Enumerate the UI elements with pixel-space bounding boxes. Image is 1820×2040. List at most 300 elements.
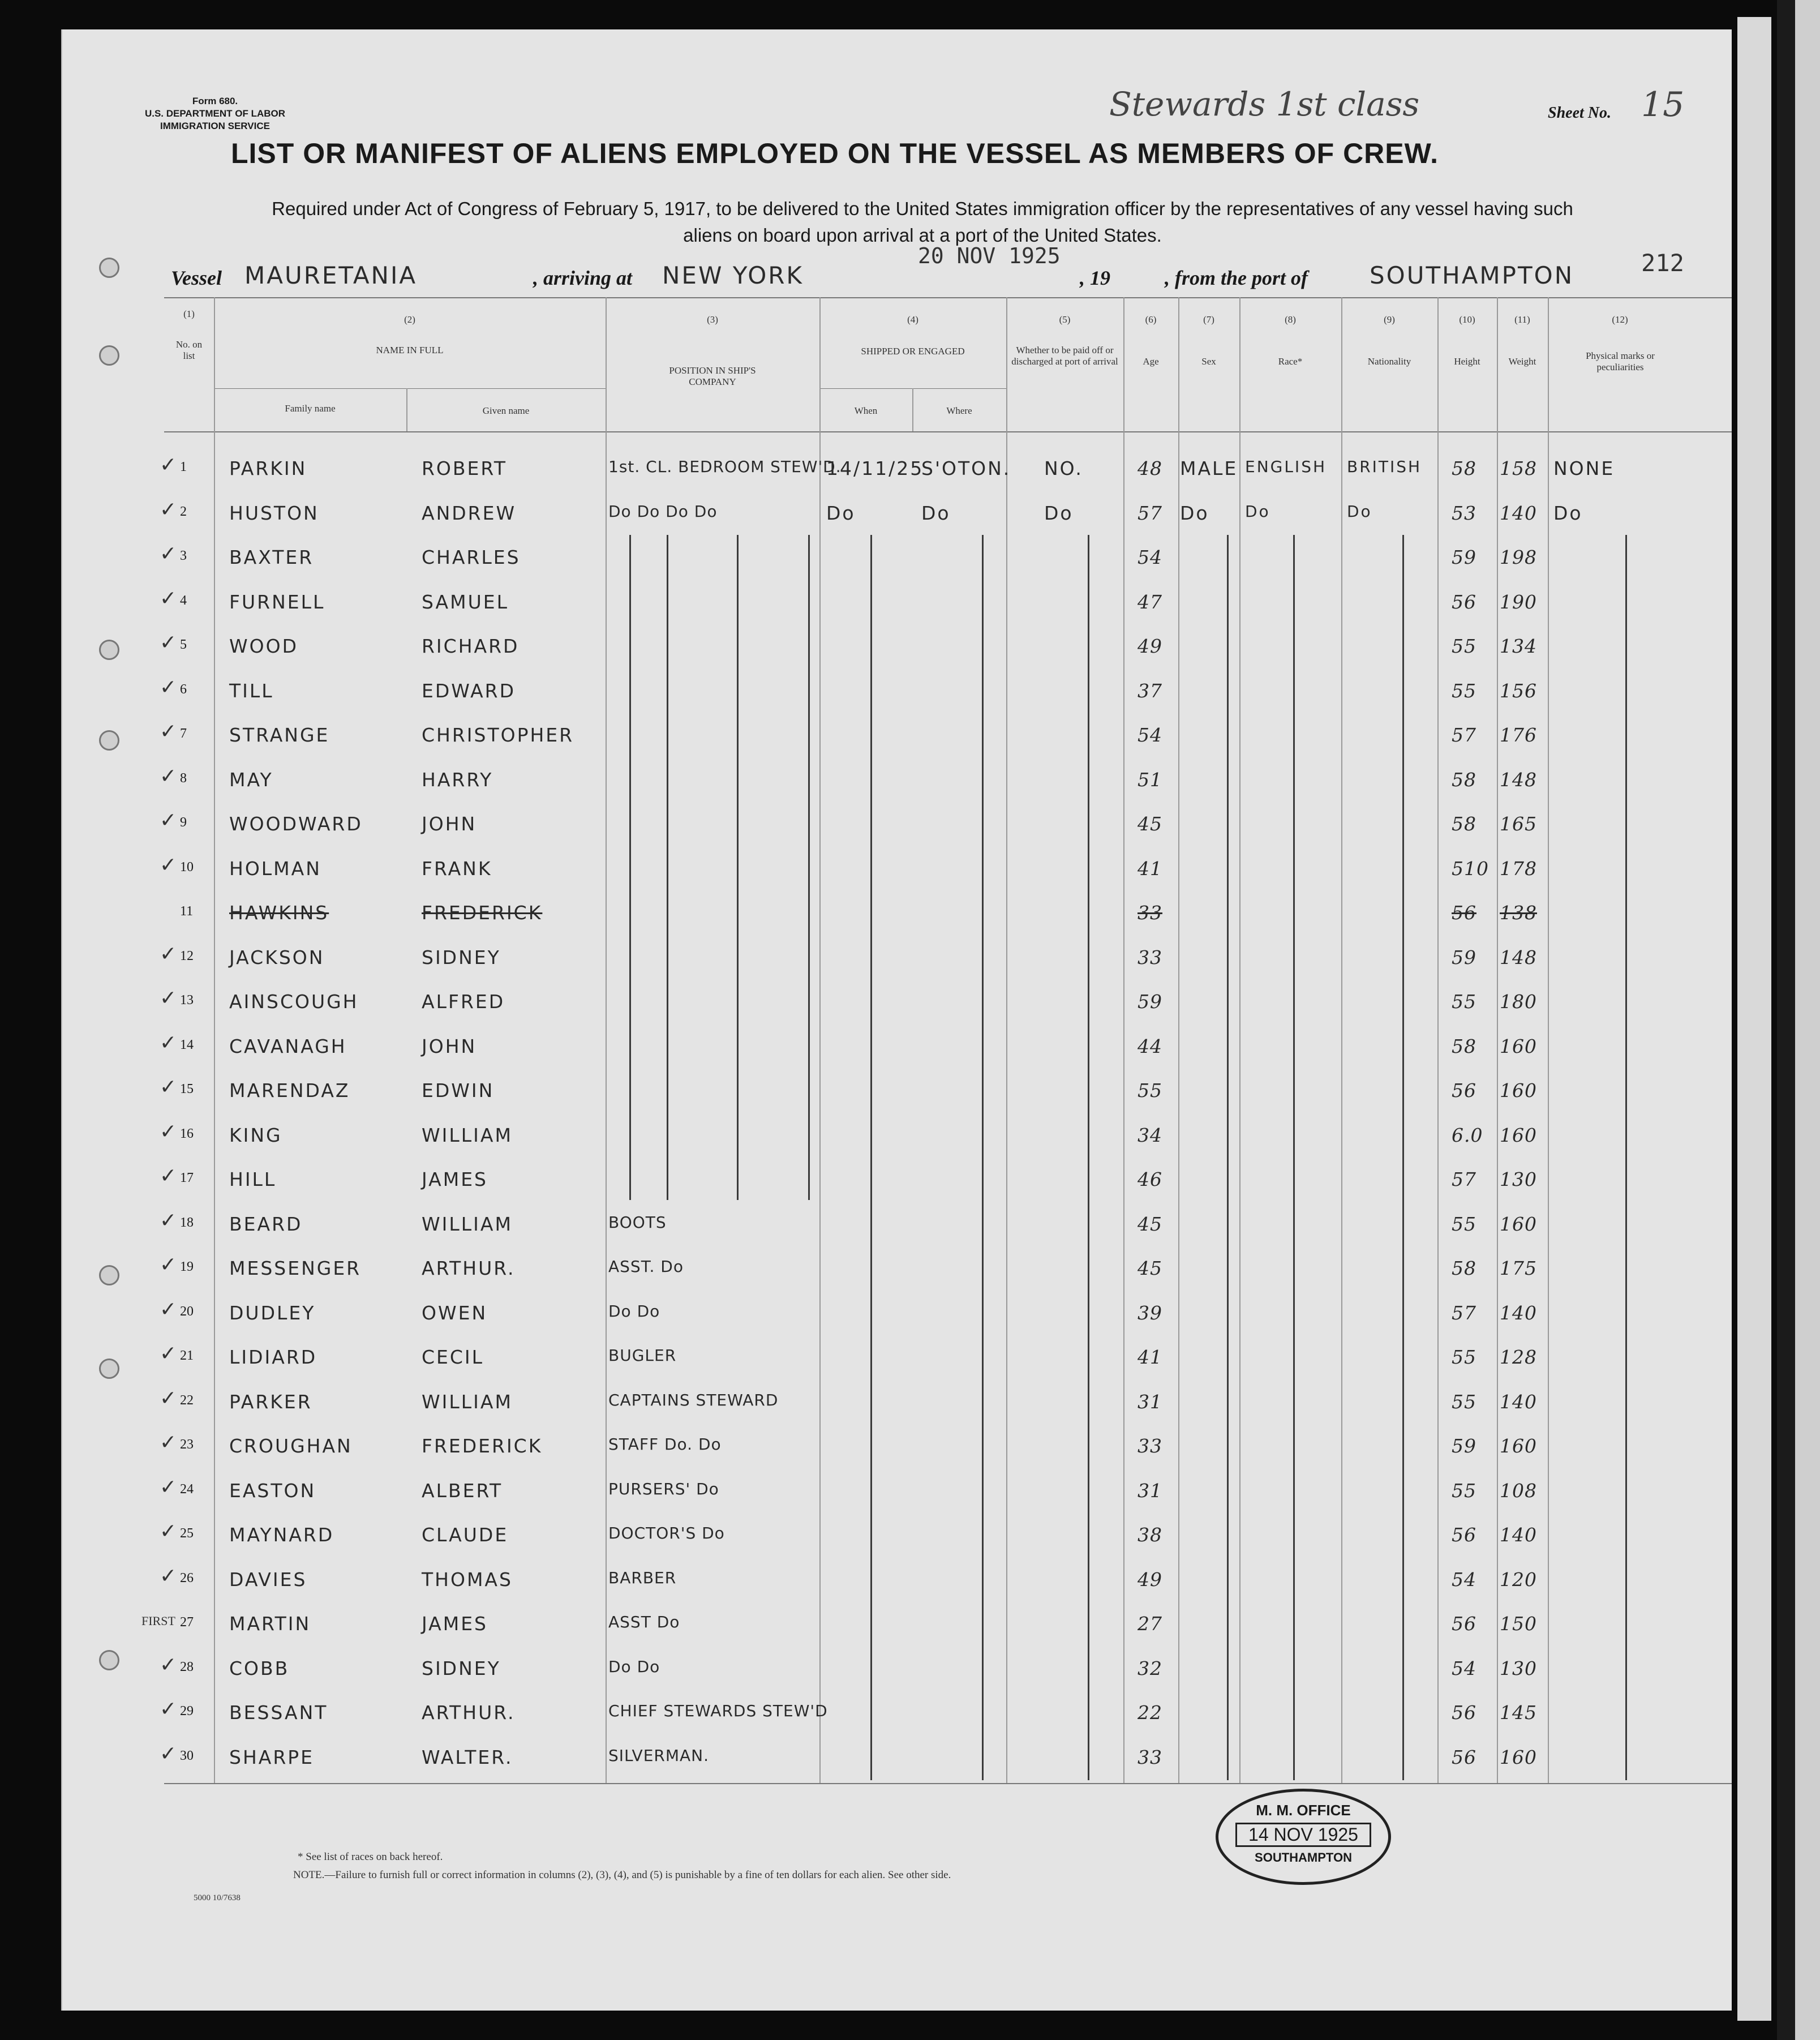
family-name: PARKIN <box>229 457 307 479</box>
height: 56 <box>1452 1079 1476 1102</box>
height: 55 <box>1452 679 1476 702</box>
col8-label: Race* <box>1278 356 1303 367</box>
weight: 148 <box>1500 946 1537 968</box>
weight: 160 <box>1500 1746 1537 1768</box>
col3-label: POSITION IN SHIP'S COMPANY <box>669 365 756 387</box>
position: DOCTOR'S Do <box>608 1524 725 1542</box>
checkmark: ✓ <box>160 1431 177 1454</box>
checkmark: ✓ <box>160 1698 177 1720</box>
family-name: EASTON <box>229 1479 316 1502</box>
checkmark: ✓ <box>160 853 177 876</box>
height: 58 <box>1452 1257 1476 1279</box>
family-name: COBB <box>229 1657 290 1679</box>
table-row <box>0 1519 1698 1563</box>
table-row <box>0 1475 1698 1519</box>
height: 55 <box>1452 1346 1476 1368</box>
position: BUGLER <box>608 1346 677 1365</box>
height: 59 <box>1452 546 1476 568</box>
weight: 128 <box>1500 1346 1537 1368</box>
arriving-label: , arriving at <box>533 267 633 289</box>
given-name: JAMES <box>422 1168 488 1190</box>
family-name: SHARPE <box>229 1746 315 1768</box>
paid-off: NO. <box>1044 457 1083 479</box>
given-name: JAMES <box>422 1613 488 1635</box>
where-header: Where <box>946 405 972 416</box>
family-name: MARENDAZ <box>229 1079 350 1102</box>
checkmark: ✓ <box>160 1342 177 1365</box>
height: 58 <box>1452 457 1476 479</box>
col9-number: (9) <box>1384 314 1395 325</box>
given-name: CHRISTOPHER <box>422 724 574 746</box>
checkmark: ✓ <box>160 1520 177 1542</box>
age: 33 <box>1138 1435 1162 1457</box>
table-row <box>0 1564 1698 1608</box>
row-number: 25 <box>180 1526 194 1541</box>
given-name: FREDERICK <box>422 1435 543 1457</box>
weight: 138 <box>1500 902 1537 924</box>
stamp-office: M. M. OFFICE <box>1256 1802 1351 1819</box>
checkmark: ✓ <box>160 1386 177 1409</box>
col5-label: Whether to be paid off or discharged at port of arrival <box>1011 345 1118 367</box>
age: 33 <box>1138 902 1162 924</box>
height: 55 <box>1452 991 1476 1013</box>
given-name: FRANK <box>422 857 492 880</box>
given-name: ALBERT <box>422 1479 503 1502</box>
family-name: AINSCOUGH <box>229 991 359 1013</box>
col9-header <box>1341 314 1437 367</box>
sheet-label: Sheet No. <box>1548 104 1611 122</box>
checkmark: ✓ <box>160 1164 177 1187</box>
position: PURSERS' Do <box>608 1479 719 1498</box>
age: 54 <box>1138 724 1162 746</box>
height: 56 <box>1452 1746 1476 1768</box>
table-row <box>0 1297 1698 1342</box>
row-number: 4 <box>180 593 187 608</box>
given-name: THOMAS <box>422 1568 513 1591</box>
given-name: JOHN <box>422 813 477 835</box>
checkmark: ✓ <box>160 1075 177 1098</box>
row-number: 13 <box>180 993 194 1008</box>
weight: 160 <box>1500 1079 1537 1102</box>
col7-number: (7) <box>1203 314 1214 325</box>
family-name: MAY <box>229 768 273 791</box>
row-number: 8 <box>180 770 187 786</box>
row-number: 18 <box>180 1215 194 1230</box>
position: 1st. CL. BEDROOM STEW'D. <box>608 457 842 476</box>
row-number: 27 <box>180 1615 194 1630</box>
shipped-when: 14/11/25 <box>826 457 924 479</box>
row-number: 9 <box>180 815 187 830</box>
col12-number: (12) <box>1612 314 1628 325</box>
position: SILVERMAN. <box>608 1746 710 1765</box>
given-name: WILLIAM <box>422 1124 513 1146</box>
checkmark: ✓ <box>160 1475 177 1498</box>
height: 55 <box>1452 1212 1476 1235</box>
given-name: WALTER. <box>422 1746 513 1768</box>
weight: 165 <box>1500 813 1537 835</box>
given-name: ALFRED <box>422 991 505 1013</box>
position: STAFF Do. Do <box>608 1435 722 1454</box>
given-name: SIDNEY <box>422 1657 501 1679</box>
age: 34 <box>1138 1124 1162 1146</box>
age: 37 <box>1138 679 1162 702</box>
checkmark: ✓ <box>160 1297 177 1321</box>
family-name: CROUGHAN <box>229 1435 353 1457</box>
row-number: 22 <box>180 1392 194 1408</box>
weight: 178 <box>1500 857 1537 880</box>
age: 32 <box>1138 1657 1162 1679</box>
table-row <box>0 808 1698 852</box>
footnote-races: * See list of races on back hereof. <box>298 1851 443 1863</box>
print-code: 5000 10/7638 <box>194 1893 241 1902</box>
weight: 198 <box>1500 546 1537 568</box>
col3-header <box>606 314 819 388</box>
col8-number: (8) <box>1285 314 1296 325</box>
table-row <box>0 631 1698 675</box>
age: 47 <box>1138 590 1162 613</box>
binder-hole-icon <box>99 258 119 278</box>
checkmark: ✓ <box>160 631 177 654</box>
col7-label: Sex <box>1201 356 1216 367</box>
height: 53 <box>1452 502 1476 524</box>
subtitle <box>164 195 1681 248</box>
checkmark: ✓ <box>160 1031 177 1054</box>
weight: 134 <box>1500 635 1537 657</box>
height: 54 <box>1452 1568 1476 1591</box>
row-number: 12 <box>180 948 194 963</box>
page-number-stamp: 212 <box>1641 249 1684 277</box>
checkmark: ✓ <box>160 542 177 565</box>
table-row <box>0 1342 1698 1386</box>
given-name: EDWIN <box>422 1079 495 1102</box>
row-number: 7 <box>180 726 187 741</box>
height: 59 <box>1452 946 1476 968</box>
position: CHIEF STEWARDS STEW'D <box>608 1702 828 1720</box>
from-label: , from the port of <box>1165 267 1308 289</box>
vessel-name: MAURETANIA <box>244 262 418 289</box>
table-row <box>0 1208 1698 1253</box>
col2-header <box>214 314 606 356</box>
shipped-when: Do <box>826 502 856 524</box>
col5-header <box>1006 314 1123 367</box>
given-name: ANDREW <box>422 502 517 524</box>
height: 57 <box>1452 1301 1476 1324</box>
age: 48 <box>1138 457 1162 479</box>
checkmark: ✓ <box>160 1653 177 1676</box>
given-name: CLAUDE <box>422 1524 509 1546</box>
family-name: BEARD <box>229 1212 303 1235</box>
position: Do Do Do Do <box>608 502 718 521</box>
position: BARBER <box>608 1568 677 1587</box>
checkmark: ✓ <box>160 586 177 610</box>
table-row <box>0 719 1698 764</box>
height: 58 <box>1452 813 1476 835</box>
col6-number: (6) <box>1145 314 1157 325</box>
paid-off: Do <box>1044 502 1074 524</box>
family-name: BAXTER <box>229 546 314 568</box>
age: 45 <box>1138 1212 1162 1235</box>
weight: 160 <box>1500 1212 1537 1235</box>
form-identifier <box>130 95 300 132</box>
position: BOOTS <box>608 1212 667 1232</box>
office-stamp <box>1216 1789 1391 1885</box>
position: Do Do <box>608 1301 660 1321</box>
arriving-port: NEW YORK <box>662 262 804 289</box>
weight: 140 <box>1500 1301 1537 1324</box>
row-number: 30 <box>180 1748 194 1763</box>
family-name: HUSTON <box>229 502 319 524</box>
row-number: 19 <box>180 1259 194 1274</box>
table-row <box>0 1253 1698 1297</box>
age: 55 <box>1138 1079 1162 1102</box>
row-number: 21 <box>180 1348 194 1363</box>
header-note: Stewards 1st class <box>1109 85 1420 123</box>
given-name: JOHN <box>422 1035 477 1057</box>
weight: 150 <box>1500 1613 1537 1635</box>
weight: 130 <box>1500 1168 1537 1190</box>
given-name: EDWARD <box>422 679 516 702</box>
checkmark: ✓ <box>160 1208 177 1232</box>
weight: 158 <box>1500 457 1537 479</box>
stamp-date: 14 NOV 1925 <box>1235 1823 1371 1847</box>
binder-hole-icon <box>99 345 119 366</box>
table-row <box>0 1697 1698 1741</box>
row-number: 15 <box>180 1082 194 1096</box>
family-name: DUDLEY <box>229 1301 316 1324</box>
given-name: OWEN <box>422 1301 488 1324</box>
family-name: CAVANAGH <box>229 1035 347 1057</box>
weight: 160 <box>1500 1035 1537 1057</box>
row-number: 10 <box>180 859 194 875</box>
row-number: 29 <box>180 1704 194 1718</box>
table-row <box>0 498 1698 542</box>
physical-marks: Do <box>1553 502 1583 524</box>
sheet-number: 15 <box>1641 85 1685 125</box>
weight: 108 <box>1500 1479 1537 1502</box>
col8-header <box>1239 314 1341 367</box>
col6-label: Age <box>1143 356 1159 367</box>
row-number: 24 <box>180 1481 194 1497</box>
weight: 180 <box>1500 991 1537 1013</box>
table-row <box>0 1075 1698 1119</box>
row-number: 28 <box>180 1659 194 1674</box>
checkmark: ✓ <box>160 1742 177 1765</box>
family-name: HILL <box>229 1168 277 1190</box>
row-number: 1 <box>180 460 187 474</box>
col12-label: Physical marks or peculiarities <box>1586 350 1655 372</box>
age: 27 <box>1138 1613 1162 1635</box>
col11-number: (11) <box>1514 314 1530 325</box>
weight: 148 <box>1500 768 1537 791</box>
given-name: WILLIAM <box>422 1390 513 1413</box>
height: 57 <box>1452 1168 1476 1190</box>
age: 22 <box>1138 1702 1162 1724</box>
col9-label: Nationality <box>1367 356 1411 367</box>
age: 44 <box>1138 1035 1162 1057</box>
vessel-label: Vessel <box>171 267 222 289</box>
checkmark: ✓ <box>160 720 177 743</box>
checkmark: ✓ <box>160 453 177 476</box>
col2-number: (2) <box>404 314 415 325</box>
col2-label: NAME IN FULL <box>376 345 444 355</box>
col10-number: (10) <box>1459 314 1475 325</box>
table-row <box>0 986 1698 1030</box>
subtitle-line-2: aliens on board upon arrival at a port of the United States. <box>683 225 1162 246</box>
age: 54 <box>1138 546 1162 568</box>
checkmark: FIRST <box>141 1614 175 1628</box>
table-row <box>0 1031 1698 1075</box>
adjacent-sheet-edge <box>1737 17 1771 2021</box>
col4-header <box>819 314 1006 357</box>
weight: 140 <box>1500 1524 1537 1546</box>
row-number: 14 <box>180 1037 194 1052</box>
checkmark: ✓ <box>160 498 177 521</box>
height: 58 <box>1452 1035 1476 1057</box>
height: 54 <box>1452 1657 1476 1679</box>
department-name: U.S. DEPARTMENT OF LABOR <box>144 108 286 119</box>
row-number: 5 <box>180 637 187 652</box>
age: 38 <box>1138 1524 1162 1546</box>
weight: 160 <box>1500 1124 1537 1146</box>
table-row <box>0 1430 1698 1475</box>
height: 59 <box>1452 1435 1476 1457</box>
col6-header <box>1123 314 1178 367</box>
row-number: 17 <box>180 1171 194 1185</box>
col5-number: (5) <box>1059 314 1071 325</box>
shipped-where: S'OTON. <box>921 457 1011 479</box>
col11-label: Weight <box>1508 356 1536 367</box>
family-name: FURNELL <box>229 590 325 613</box>
service-name: IMMIGRATION SERVICE <box>160 121 270 131</box>
age: 45 <box>1138 1257 1162 1279</box>
col1-header <box>164 308 214 362</box>
table-row <box>0 1120 1698 1164</box>
weight: 176 <box>1500 724 1537 746</box>
checkmark: ✓ <box>160 764 177 787</box>
table-row <box>0 897 1698 941</box>
weight: 175 <box>1500 1257 1537 1279</box>
family-name: WOOD <box>229 635 298 657</box>
table-row <box>0 453 1698 497</box>
form-number: Form 680. <box>192 96 238 106</box>
given-name: ARTHUR. <box>422 1702 516 1724</box>
family-name: MESSENGER <box>229 1257 362 1279</box>
height: 56 <box>1452 1702 1476 1724</box>
age: 33 <box>1138 946 1162 968</box>
table-row <box>0 1164 1698 1208</box>
physical-marks: NONE <box>1553 457 1615 479</box>
age: 39 <box>1138 1301 1162 1324</box>
col3-number: (3) <box>707 314 718 325</box>
race: ENGLISH <box>1245 457 1327 476</box>
age: 49 <box>1138 635 1162 657</box>
given-name: HARRY <box>422 768 493 791</box>
given-name: CECIL <box>422 1346 484 1368</box>
age: 31 <box>1138 1479 1162 1502</box>
weight: 120 <box>1500 1568 1537 1591</box>
family-name: BESSANT <box>229 1702 328 1724</box>
stamp-port: SOUTHAMPTON <box>1255 1850 1352 1865</box>
weight: 130 <box>1500 1657 1537 1679</box>
table-row <box>0 1653 1698 1697</box>
family-name: KING <box>229 1124 282 1146</box>
page-title: LIST OR MANIFEST OF ALIENS EMPLOYED ON THE VESSEL AS MEMBERS OF CREW. <box>231 138 1439 169</box>
arrival-date-stamp: 20 NOV 1925 <box>918 243 1061 268</box>
height: 57 <box>1452 724 1476 746</box>
row-number: 26 <box>180 1570 194 1585</box>
year-label: , 19 <box>1080 267 1110 289</box>
row-number: 11 <box>180 904 194 919</box>
checkmark: ✓ <box>160 809 177 832</box>
given-name: SAMUEL <box>422 590 509 613</box>
family-name: HOLMAN <box>229 857 321 880</box>
age: 41 <box>1138 1346 1162 1368</box>
given-name-header: Given name <box>482 405 530 416</box>
height: 510 <box>1452 857 1489 880</box>
weight: 160 <box>1500 1435 1537 1457</box>
checkmark: ✓ <box>160 1253 177 1276</box>
family-name: DAVIES <box>229 1568 307 1591</box>
family-name: HAWKINS <box>229 902 329 924</box>
when-header: When <box>854 405 878 416</box>
table-row <box>0 1608 1698 1652</box>
col1-number: (1) <box>183 308 195 319</box>
sex: Do <box>1180 502 1209 524</box>
given-name: WILLIAM <box>422 1212 513 1235</box>
col7-header <box>1178 314 1239 367</box>
checkmark: ✓ <box>160 675 177 698</box>
col11-header <box>1497 314 1548 367</box>
given-name: CHARLES <box>422 546 521 568</box>
height: 55 <box>1452 1390 1476 1413</box>
next-page-strip <box>1795 0 1820 2040</box>
weight: 156 <box>1500 679 1537 702</box>
age: 31 <box>1138 1390 1162 1413</box>
age: 33 <box>1138 1746 1162 1768</box>
race: Do <box>1245 502 1270 521</box>
checkmark: ✓ <box>160 987 177 1009</box>
col1-label: No. on list <box>175 339 203 361</box>
height: 58 <box>1452 768 1476 791</box>
footnote-penalty: NOTE.—Failure to furnish full or correct information in columns (2), (3), (4), and (5) is punishable by a fine of ten dollars for each alien. See other side. <box>293 1869 951 1881</box>
table-row <box>0 1386 1698 1430</box>
subtitle-line-1: Required under Act of Congress of February 5, 1917, to be delivered to the United States immigration officer by the representatives of any vessel having such <box>272 198 1573 219</box>
family-name-header: Family name <box>285 403 336 414</box>
age: 46 <box>1138 1168 1162 1190</box>
height: 56 <box>1452 1613 1476 1635</box>
given-name: RICHARD <box>422 635 520 657</box>
table-row <box>0 675 1698 719</box>
height: 55 <box>1452 635 1476 657</box>
nationality: Do <box>1347 502 1372 521</box>
col4-label: SHIPPED OR ENGAGED <box>861 346 965 357</box>
family-name: WOODWARD <box>229 813 363 835</box>
family-name: MAYNARD <box>229 1524 334 1546</box>
table-row <box>0 764 1698 808</box>
age: 49 <box>1138 1568 1162 1591</box>
nationality: BRITISH <box>1347 457 1422 476</box>
col10-header <box>1437 314 1497 367</box>
position: ASST. Do <box>608 1257 684 1276</box>
height: 56 <box>1452 1524 1476 1546</box>
col4-number: (4) <box>907 314 918 325</box>
height: 55 <box>1452 1479 1476 1502</box>
position: Do Do <box>608 1657 660 1676</box>
row-number: 23 <box>180 1437 194 1452</box>
family-name: TILL <box>229 679 274 702</box>
family-name: LIDIARD <box>229 1346 317 1368</box>
family-name: STRANGE <box>229 724 330 746</box>
